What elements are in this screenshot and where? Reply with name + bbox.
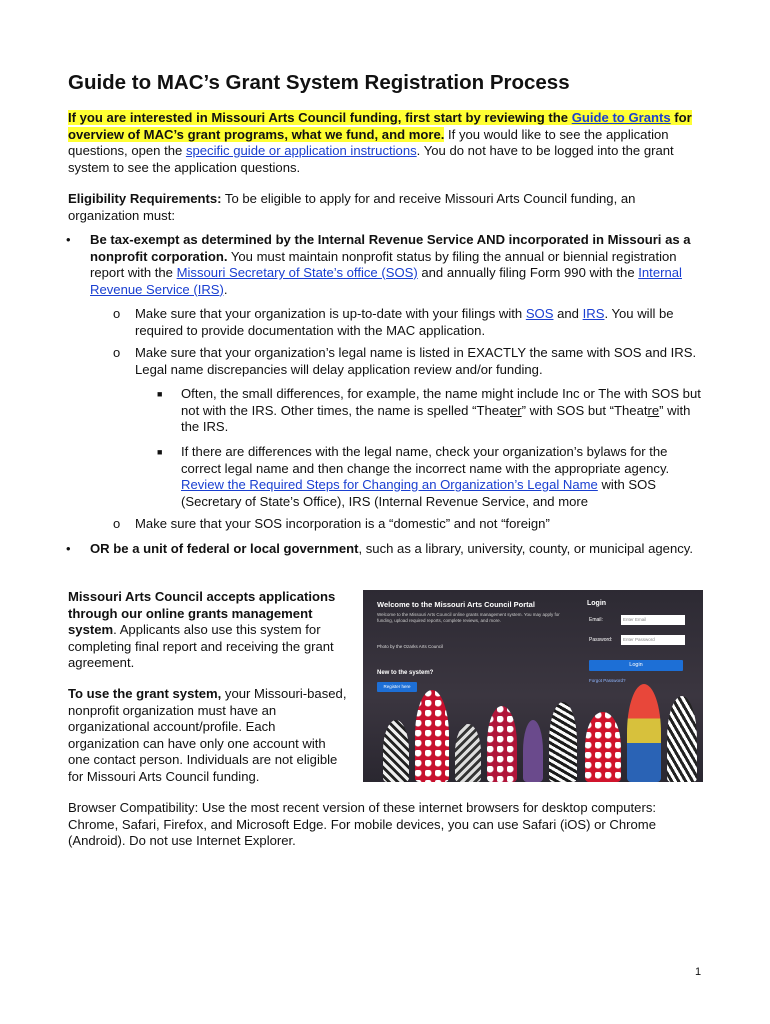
page-number: 1	[695, 966, 702, 978]
square-bullet: ■	[157, 447, 163, 457]
legal-name-steps-link[interactable]: Review the Required Steps for Changing an Organization’s Legal Name	[181, 477, 598, 492]
sculpture-decoration	[585, 712, 621, 782]
subsub-bullet-differences: Often, the small differences, for example, the name might include Inc or The with SOS but not with the IRS. Other times, the name is spelled “Theater” with SOS but “Theatre” with the IRS.	[181, 386, 701, 434]
sculpture-decoration	[383, 720, 409, 782]
sculpture-decoration	[487, 706, 517, 782]
use-system-paragraph: To use the grant system, your Missouri-based, nonprofit organization must have an organizational account/profile. Each organization can have only one account with one contact person. Individuals are not eligible for Missouri Arts Council funding.	[68, 686, 347, 784]
password-field: Enter Password	[621, 635, 685, 645]
sculpture-decoration	[627, 684, 661, 782]
accepts-paragraph: Missouri Arts Council accepts applications through our online grants management system. Applicants also use this system for completing final report and receiving the grant agreement.	[68, 589, 336, 670]
sos-link[interactable]: Missouri Secretary of State’s office (SOS)	[176, 265, 418, 280]
sculpture-decoration	[455, 724, 481, 782]
sub-bullet-o: o	[113, 345, 121, 360]
login-title: Login	[587, 600, 607, 607]
register-button: Register here	[377, 682, 417, 692]
irs-link-2[interactable]: IRS	[582, 306, 605, 321]
portal-screenshot	[363, 590, 703, 782]
sub-bullet-o: o	[113, 306, 121, 321]
intro-paragraph: If you are interested in Missouri Arts Council funding, first start by reviewing the Guide to Grants for overview of MAC’s grant programs, what we fund, and more. If you would like to see the application questions, open the specific guide or application instructions. You do not have to be logged into the grant system to see the application questions.	[68, 110, 692, 175]
sculpture-decoration	[523, 720, 543, 782]
portal-welcome-title: Welcome to the Missouri Arts Council Portal	[377, 600, 535, 609]
browser-compat-paragraph: Browser Compatibility: Use the most recent version of these internet browsers for desktop computers: Chrome, Safari, Firefox, and Microsoft Edge. For mobile devices, you can use Safari (iOS) or Chrome (Android). Do not use Internet Explorer.	[68, 800, 657, 848]
bullet-government: OR be a unit of federal or local government, such as a library, university, county, or municipal agency.	[90, 541, 693, 556]
guide-to-grants-link[interactable]: Guide to Grants	[571, 110, 671, 125]
square-bullet: ■	[157, 389, 163, 399]
sub-bullet-o: o	[113, 516, 121, 531]
sos-link-2[interactable]: SOS	[525, 306, 554, 321]
portal-login-panel	[587, 600, 691, 688]
portal-photo-credit: Photo by the Ozarks Arts Council	[377, 644, 444, 649]
sculpture-decoration	[415, 690, 449, 782]
sculpture-decoration	[549, 702, 577, 782]
email-label: Email:	[589, 617, 603, 623]
sub-bullet-domestic: Make sure that your SOS incorporation is a “domestic” and not “foreign”	[135, 516, 550, 531]
bullet-dot: •	[66, 541, 71, 556]
login-button: Login	[589, 660, 683, 671]
forgot-password-link: Forgot Password?	[589, 678, 626, 683]
sculpture-decoration	[667, 696, 697, 782]
email-field: Enter Email	[621, 615, 685, 625]
sub-bullet-filings: Make sure that your organization is up-to-date with your filings with SOS and IRS. You will be required to provide documentation with the MAC application.	[135, 306, 674, 338]
bullet-tax-exempt: Be tax-exempt as determined by the Internal Revenue Service AND incorporated in Missouri as a nonprofit corporation. You must maintain nonprofit status by filing the annual or biennial registration report with the Missouri Secretary of State’s office (SOS) and annually filing Form 990 with the Internal Revenue Service (IRS).	[90, 232, 691, 297]
portal-welcome-text: Welcome to the Missouri Arts Council online grants management system. You may apply for funding, upload required reports, complete reviews, and more.	[377, 612, 560, 623]
sub-bullet-legal-name: Make sure that your organization’s legal name is listed in EXACTLY the same with SOS and IRS. Legal name discrepancies will delay application review and/or funding.	[135, 345, 697, 377]
subsub-bullet-bylaws: If there are differences with the legal name, check your organization’s bylaws for the correct legal name and then change the incorrect name with the appropriate agency. Review the Required Steps for Changing an Organization’s Legal Name with SOS (Secretary of State’s Office), IRS (Internal Revenue Service, and more	[181, 444, 670, 509]
irs-link[interactable]: Internal Revenue Service (IRS)	[90, 265, 682, 297]
bullet-dot: •	[66, 232, 71, 247]
eligibility-paragraph: Eligibility Requirements: To be eligible to apply for and receive Missouri Arts Council funding, an organization must:	[68, 191, 636, 223]
password-label: Password:	[589, 637, 613, 643]
portal-new-heading: New to the system?	[377, 670, 434, 676]
page-title: Guide to MAC’s Grant System Registration Process	[68, 71, 570, 94]
specific-guide-link[interactable]: specific guide or application instructions	[185, 143, 417, 158]
intro-highlight: If you are interested in Missouri Arts Council funding, first start by reviewing the Guide to Grants for overview of MAC’s grant programs, what we fund, and more.	[68, 110, 692, 142]
